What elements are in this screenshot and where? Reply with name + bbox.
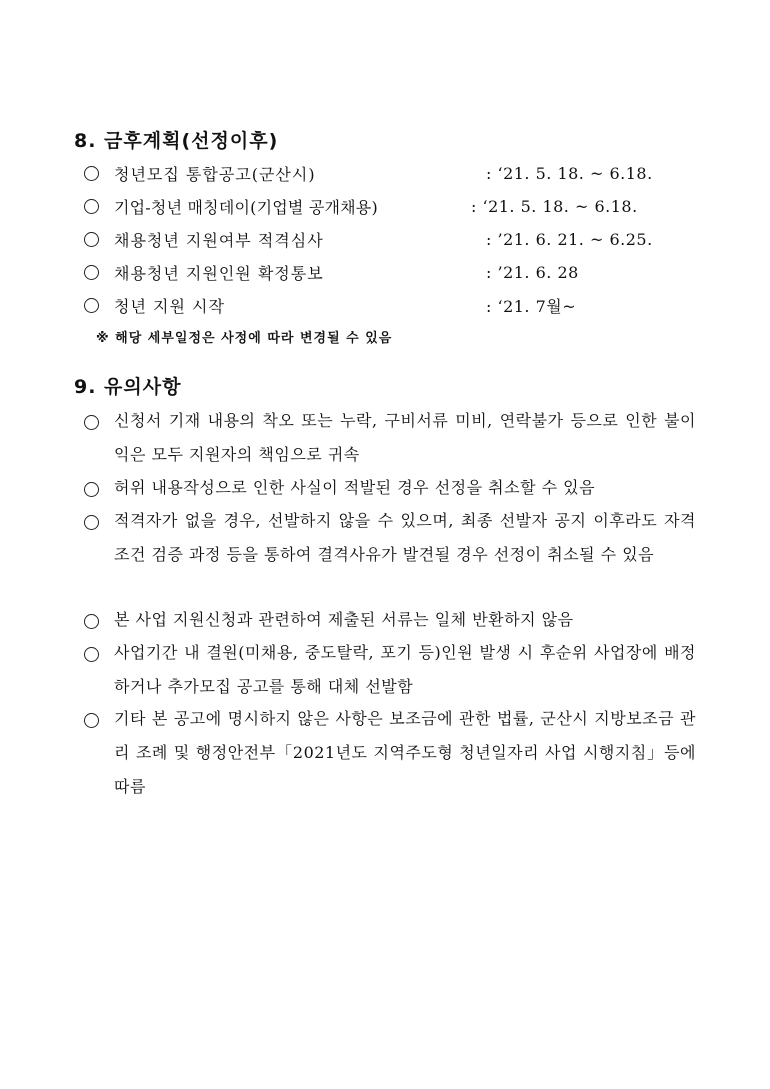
schedule-label: 기업-청년 매칭데이(기업별 공개채용)	[114, 197, 378, 217]
circle-bullet-icon	[84, 647, 99, 662]
schedule-row	[84, 193, 638, 219]
circle-bullet-icon	[84, 713, 99, 728]
schedule-row	[84, 292, 576, 318]
schedule-note: ※ 해당 세부일정은 사정에 따라 변경될 수 있음	[96, 331, 393, 346]
circle-bullet-icon	[84, 199, 99, 214]
section-title-plan: 8. 금후계획(선정이후)	[74, 130, 279, 152]
circle-bullet-icon	[84, 166, 99, 181]
notice-item	[84, 504, 696, 572]
notice-item	[84, 636, 696, 704]
circle-bullet-icon	[84, 232, 99, 247]
notice-item	[84, 603, 696, 637]
schedule-label: 채용청년 지원여부 적격심사	[114, 230, 324, 250]
schedule-label: 청년모집 통합공고(군산시)	[114, 164, 316, 184]
notice-text: 기타 본 공고에 명시하지 않은 사항은 보조금에 관한 법률, 군산시 지방보조금 관리 조례 및 행정안전부「2021년도 지역주도형 청년일자리 사업 시행지침」등에 따름	[114, 709, 696, 796]
notice-item	[84, 471, 696, 505]
section-title-notices: 9. 유의사항	[74, 376, 182, 398]
schedule-row	[84, 160, 653, 186]
schedule-date: : ’21. 6. 21. ~ 6.25.	[486, 229, 653, 249]
notice-text: 허위 내용작성으로 인한 사실이 적발된 경우 선정을 취소할 수 있음	[114, 478, 596, 497]
circle-bullet-icon	[84, 298, 99, 313]
circle-bullet-icon	[84, 415, 99, 430]
circle-bullet-icon	[84, 265, 99, 280]
notice-item	[84, 404, 696, 472]
schedule-date: : ‘21. 5. 18. ~ 6.18.	[471, 196, 638, 216]
notice-item	[84, 702, 696, 804]
schedule-date: : ‘21. 7월~	[486, 296, 577, 316]
circle-bullet-icon	[84, 482, 99, 497]
schedule-date: : ’21. 6. 28	[486, 262, 579, 282]
circle-bullet-icon	[84, 515, 99, 530]
schedule-row	[84, 226, 653, 252]
schedule-date: : ‘21. 5. 18. ~ 6.18.	[486, 163, 653, 183]
notice-text: 신청서 기재 내용의 착오 또는 누락, 구비서류 미비, 연락불가 등으로 인한 불이익은 모두 지원자의 책임으로 귀속	[114, 411, 696, 464]
notice-text: 사업기간 내 결원(미채용, 중도탈락, 포기 등)인원 발생 시 후순위 사업장에 배정하거나 추가모집 공고를 통해 대체 선발함	[114, 643, 696, 696]
schedule-label: 청년 지원 시작	[114, 296, 225, 316]
circle-bullet-icon	[84, 614, 99, 629]
notice-text: 본 사업 지원신청과 관련하여 제출된 서류는 일체 반환하지 않음	[114, 610, 574, 629]
notice-text: 적격자가 없을 경우, 선발하지 않을 수 있으며, 최종 선발자 공지 이후라도 자격조건 검증 과정 등을 통하여 결격사유가 발견될 경우 선정이 취소될 수 있음	[114, 511, 696, 564]
schedule-label: 채용청년 지원인원 확정통보	[114, 263, 324, 283]
schedule-row	[84, 259, 579, 285]
